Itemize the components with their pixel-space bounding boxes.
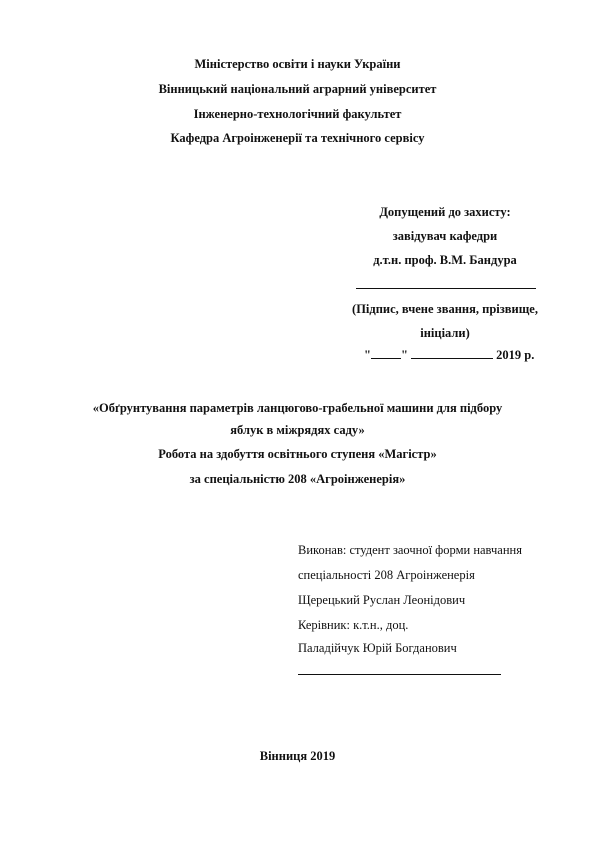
faculty-line: Інженерно-технологічний факультет xyxy=(193,107,402,121)
head-name: д.т.н. проф. В.М. Бандура xyxy=(373,253,517,267)
thesis-title-line-1: «Обґрунтування параметрів ланцюгово-грабельної машини для підбору xyxy=(92,401,503,415)
approval-date xyxy=(364,347,534,363)
thesis-title-line-2: яблук в міжрядях саду» xyxy=(230,423,365,437)
author-specialty-line: спеціальності 208 Агроінженерія xyxy=(298,568,475,582)
student-name: Щерецький Руслан Леонідович xyxy=(298,593,466,607)
date-mid-quote: " xyxy=(400,348,408,362)
signature-caption-2: ініціали) xyxy=(420,326,470,340)
admitted-label: Допущений до захисту: xyxy=(379,205,511,219)
supervisor-name: Паладійчук Юрій Богданович xyxy=(298,641,457,655)
supervisor-signature-line xyxy=(298,662,501,675)
ministry-line: Міністерство освіти і науки України xyxy=(194,57,401,71)
head-title: завідувач кафедри xyxy=(392,229,498,243)
signature-caption-1: (Підпис, вчене звання, прізвище, xyxy=(352,302,538,316)
date-year: 2019 р. xyxy=(496,348,535,362)
signature-line xyxy=(356,276,536,289)
supervisor-line: Керівник: к.т.н., доц. xyxy=(298,618,409,632)
degree-line: Робота на здобуття освітнього ступеня «Магістр» xyxy=(158,447,437,461)
department-line: Кафедра Агроінженерії та технічного сервісу xyxy=(170,131,425,145)
specialty-line: за спеціальністю 208 «Агроінженерія» xyxy=(189,472,406,486)
performer-line: Виконав: студент заочної форми навчання xyxy=(298,543,522,557)
date-day-blank xyxy=(371,358,401,359)
date-open-quote: " xyxy=(364,348,371,362)
university-line: Вінницький національний аграрний університет xyxy=(158,82,437,96)
city-year: Вінниця 2019 xyxy=(259,749,336,763)
date-month-blank xyxy=(411,358,493,359)
